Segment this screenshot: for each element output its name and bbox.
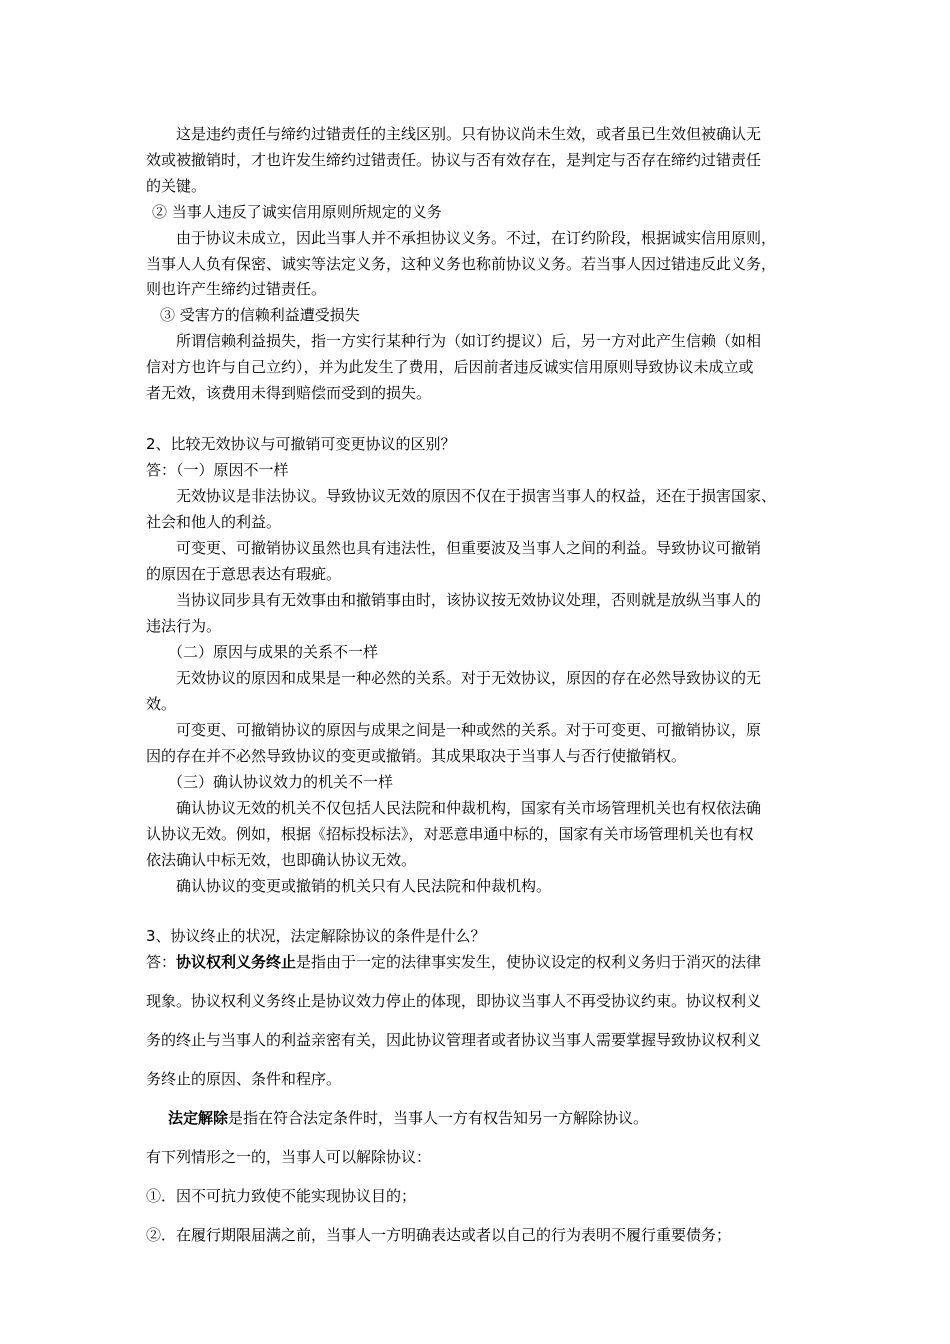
paragraph-line: 信对方也许与自己立约），并为此发生了费用，后因前者违反诚实信用原则导致协议未成立或 [146, 358, 754, 376]
paragraph-line: 有下列情形之一的，当事人可以解除协议： [146, 1148, 432, 1166]
paragraph-line: 现象。协议权利义务终止是协议效力停止的体现，即协议当事人不再受协议约束。协议权利义 [146, 992, 762, 1010]
bold-term: 法定解除 [168, 1109, 229, 1127]
paragraph-line: 的原因在于意思表达有瑕疵。 [146, 565, 342, 583]
answer-text: 是指由于一定的法律事实发生，使协议设定的权利义务归于消灭的法律 [296, 953, 762, 971]
paragraph-line: 当协议同步具有无效事由和撤销事由时，该协议按无效协议处理，否则就是放纵当事人的 [176, 591, 762, 609]
paragraph-line: 务终止的原因、条件和程序。 [146, 1070, 342, 1088]
paragraph-line: 当事人人负有保密、诚实等法定义务，这种义务也称前协议义务。若当事人因过错违反此义务， [146, 255, 777, 273]
paragraph-line: 效。 [146, 695, 177, 713]
paragraph-line: 这是违约责任与缔约过错责任的主线区别。只有协议尚未生效，或者虽已生效但被确认无 [176, 125, 762, 143]
paragraph-line: 确认协议的变更或撤销的机关只有人民法院和仲裁机构。 [176, 877, 552, 895]
paragraph-line: 依法确认中标无效，也即确认协议无效。 [146, 851, 417, 869]
subheading: （二）原因与成果的关系不一样 [168, 643, 379, 661]
paragraph-line: 效或被撤销时，才也许发生缔约过错责任。协议与否有效存在，是判定与否存在缔约过错责任 [146, 151, 762, 169]
answer-heading: 答：（一）原因不一样 [146, 461, 289, 479]
paragraph-line: 可变更、可撤销协议的原因与成果之间是一种或然的关系。对于可变更、可撤销协议，原 [176, 721, 762, 739]
answer-prefix: 答： [146, 953, 177, 971]
subheading: ② 当事人违反了诚实信用原则所规定的义务 [152, 203, 442, 221]
bold-term: 协议权利义务终止 [176, 953, 297, 971]
paragraph-line: 的关键。 [146, 177, 207, 195]
paragraph-line: 务的终止与当事人的利益亲密有关，因此协议管理者或者协议当事人需要掌握导致协议权利义 [146, 1031, 762, 1049]
question-heading: 3、协议终止的状况，法定解除协议的条件是什么？ [146, 927, 486, 945]
answer-line [146, 952, 761, 972]
paragraph-line: 则也许产生缔约过错责任。 [146, 280, 327, 298]
list-item: ①．因不可抗力致使不能实现协议目的； [146, 1187, 417, 1205]
paragraph-line: 社会和他人的利益。 [146, 513, 282, 531]
paragraph-line: 确认协议无效的机关不仅包括人民法院和仲裁机构，国家有关市场管理机关也有权依法确 [176, 799, 762, 817]
paragraph-line: 违法行为。 [146, 617, 222, 635]
paragraph-line: 无效协议的原因和成果是一种必然的关系。对于无效协议，原因的存在必然导致协议的无 [176, 669, 762, 687]
paragraph-line: 可变更、可撤销协议虽然也具有违法性，但重要波及当事人之间的利益。导致协议可撤销 [176, 539, 762, 557]
list-item: ②．在履行期限届满之前，当事人一方明确表达或者以自己的行为表明不履行重要债务； [146, 1226, 732, 1244]
paragraph-line: 无效协议是非法协议。导致协议无效的原因不仅在于损害当事人的权益，还在于损害国家、 [176, 487, 777, 505]
question-heading: 2、比较无效协议与可撤销可变更协议的区别？ [146, 435, 456, 453]
paragraph-line: 所谓信赖利益损失，指一方实行某种行为（如订约提议）后，另一方对此产生信赖（如相 [176, 332, 762, 350]
paragraph-line [168, 1108, 648, 1128]
answer-text: 是指在符合法定条件时，当事人一方有权告知另一方解除协议。 [228, 1109, 649, 1127]
paragraph-line: 者无效，该费用未得到赔偿而受到的损失。 [146, 384, 432, 402]
paragraph-line: 认协议无效。例如，根据《招标投标法》，对恶意串通中标的，国家有关市场管理机关也有权 [146, 825, 754, 843]
subheading: ③ 受害方的信赖利益遭受损失 [160, 306, 360, 324]
paragraph-line: 因的存在并不必然导致协议的变更或撤销。其成果取决于当事人与否行使撤销权。 [146, 747, 687, 765]
paragraph-line: 由于协议未成立，因此当事人并不承担协议义务。不过，在订约阶段，根据诚实信用原则， [176, 229, 777, 247]
subheading: （三）确认协议效力的机关不一样 [168, 773, 394, 791]
